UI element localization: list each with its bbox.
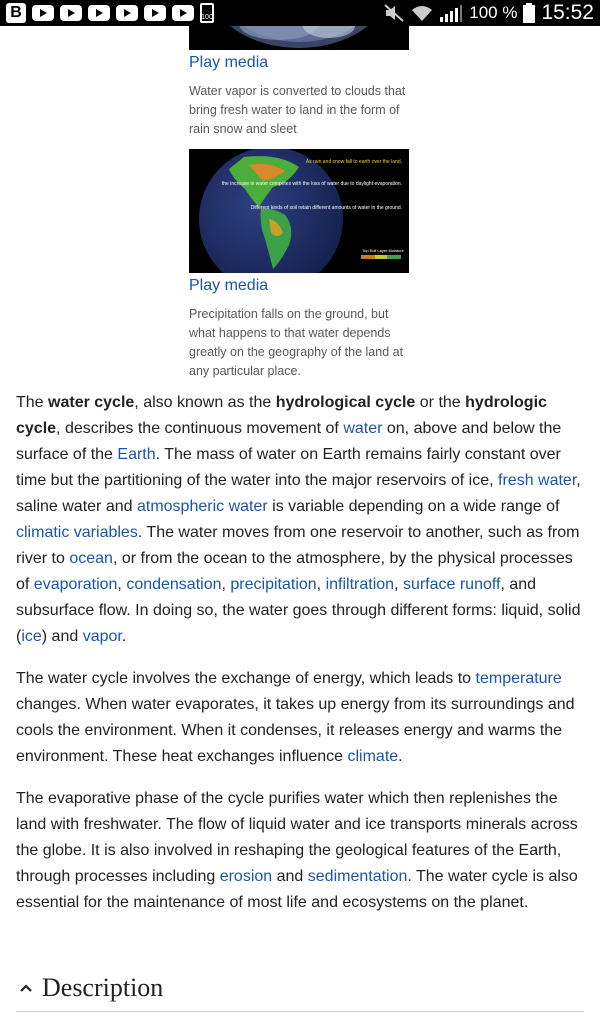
video-thumbnail[interactable] [189,149,409,273]
video-thumbnail[interactable] [189,26,409,50]
link-climatic-variables[interactable]: climatic variables [16,524,138,541]
status-bar [0,0,600,26]
media-caption: Precipitation falls on the ground, but what happens to that water depends greatly on the geography of the land at any particular place. [189,307,404,378]
legend-title: Top Soil Layer Moisture [362,248,404,253]
overlay-text: Different kinds of soil retain different amounts of water in the ground. [250,205,402,211]
link-fresh-water[interactable]: fresh water [498,472,577,489]
app-notification-icon: B [6,3,26,23]
link-temperature[interactable]: temperature [475,670,562,687]
battery-percent: 100 % [469,3,518,22]
youtube-notification-icon [32,5,54,21]
clock: 15:52 [541,1,594,24]
paragraph: The water cycle involves the exchange of energy, which leads to temperature changes. When water evaporates, it takes up energy from its surroundings and cools the environment. When it condenses, it releases energy and warms the environment. These heat exchanges influence climate. [16,670,575,765]
youtube-notification-icon [60,5,82,21]
paragraph: The water cycle, also known as the hydrological cycle or the hydrologic cycle, describes the continuous movement of water on, above and below the surface of the Earth. The mass of water on Earth remains fairly constant over time but the partitioning of the water into the major reservoirs of ice, fresh water, saline water and atmospheric water is variable depending on a wide range of climatic variables. The water moves from one reservoir to another, such as from river to ocean, or from the ocean to the atmosphere, by the physical processes of evaporation, condensation, precipitation, infiltration, surface runoff, and subsurface flow. In doing so, the water goes through different forms: liquid, solid (ice) and vapor. [16,394,581,645]
media-figure [189,26,411,139]
youtube-notification-icon [88,5,110,21]
youtube-notification-icon [172,5,194,21]
link-water[interactable]: water [343,420,383,437]
link-erosion[interactable]: erosion [219,868,273,885]
wifi-icon [411,3,433,23]
link-atmospheric-water[interactable]: atmospheric water [136,498,268,515]
link-climate[interactable]: climate [347,748,399,765]
play-media-link[interactable]: Play media [189,277,269,294]
youtube-notification-icon [116,5,138,21]
overlay-text: the increase in water competes with the loss of water due to daylight evaporation. [221,181,402,187]
section-title: Description [42,972,164,1002]
link-earth[interactable]: Earth [117,446,156,463]
link-sedimentation[interactable]: sedimentation [307,868,408,885]
play-media-link[interactable]: Play media [189,54,269,71]
link-condensation[interactable]: condensation [126,576,222,593]
overlay-text: As rain and snow fall to earth over the land, [305,159,402,165]
paragraph: The evaporative phase of the cycle purifies water which then replenishes the land with freshwater. The flow of liquid water and ice transports minerals across the globe. It is also involved in reshaping the geological features of the Earth, through processes including erosion and sedimentation. The water cycle is also essential for the maintenance of most life and ecosystems on the planet. [16,790,578,911]
link-ice[interactable]: ice [21,628,42,645]
media-caption: Water vapor is converted to clouds that bring fresh water to land in the form of rain snow and sleet [189,84,406,136]
youtube-notification-icon [144,5,166,21]
link-vapor[interactable]: vapor [82,628,122,645]
battery-icon [523,3,535,23]
link-precipitation[interactable]: precipitation [230,576,317,593]
mute-icon [383,3,405,23]
media-figure [189,149,411,381]
link-evaporation[interactable]: evaporation [33,576,118,593]
battery-full-notification-icon: 100 [200,3,214,23]
chevron-up-icon [16,978,36,998]
link-infiltration[interactable]: infiltration [325,576,395,593]
section-header-description[interactable] [16,964,584,1012]
link-surface-runoff[interactable]: surface runoff [402,576,501,593]
article-body [16,390,584,916]
signal-icon [439,3,463,23]
link-ocean[interactable]: ocean [69,550,113,567]
